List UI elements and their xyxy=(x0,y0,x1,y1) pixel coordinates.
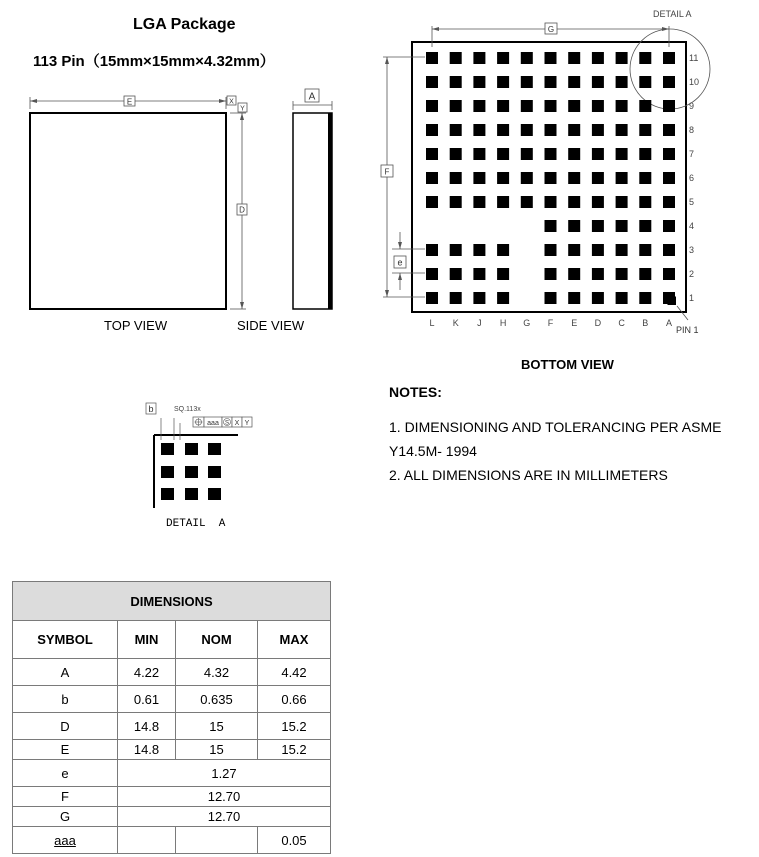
bottom-pad xyxy=(545,268,557,280)
note-1-line-2: Y14.5M- 1994 xyxy=(389,443,477,459)
col-label: H xyxy=(499,318,507,328)
bottom-pad xyxy=(616,76,628,88)
bottom-pad xyxy=(568,76,580,88)
bottom-pad xyxy=(639,292,651,304)
col-label: D xyxy=(594,318,602,328)
bottom-pad xyxy=(568,292,580,304)
bottom-pad xyxy=(639,268,651,280)
bottom-pad xyxy=(521,76,533,88)
bottom-pad xyxy=(497,124,509,136)
bottom-pad xyxy=(639,196,651,208)
bottom-pad xyxy=(426,76,438,88)
bottom-pad xyxy=(545,148,557,160)
col-label: B xyxy=(642,318,649,328)
top-view-body xyxy=(30,113,226,309)
bottom-pad xyxy=(545,244,557,256)
col-label: C xyxy=(618,318,625,328)
bottom-pad xyxy=(616,268,628,280)
detail-pad xyxy=(185,466,198,478)
bottom-pad xyxy=(450,292,462,304)
bottom-pad xyxy=(663,220,675,232)
bottom-pad xyxy=(450,148,462,160)
bottom-pad xyxy=(521,196,533,208)
bottom-pad xyxy=(497,148,509,160)
bottom-pad xyxy=(450,172,462,184)
bottom-pad xyxy=(592,220,604,232)
fcf-X: X xyxy=(234,420,240,427)
side-view-label: SIDE VIEW xyxy=(237,318,305,333)
bottom-pad xyxy=(497,196,509,208)
bottom-pad xyxy=(497,268,509,280)
row-label: 2 xyxy=(689,269,695,279)
bottom-pad xyxy=(592,172,604,184)
bottom-pad xyxy=(568,52,580,64)
dim-e-label: e xyxy=(397,257,403,268)
bottom-pad xyxy=(426,172,438,184)
fcf-aaa: aaa xyxy=(207,420,219,427)
bottom-pad xyxy=(426,52,438,64)
detail-pad xyxy=(185,488,198,500)
datum-Y-label: Y xyxy=(240,105,245,113)
table-row: aaa 0.05 xyxy=(13,827,331,854)
col-label: J xyxy=(477,318,482,328)
bottom-pad xyxy=(497,292,509,304)
bottom-pad xyxy=(616,244,628,256)
detail-a-drawing xyxy=(140,396,270,516)
bottom-pad xyxy=(568,100,580,112)
table-title: DIMENSIONS xyxy=(13,582,331,621)
bottom-pad xyxy=(473,244,485,256)
sq-note: SQ.113x xyxy=(174,406,201,413)
bottom-pad xyxy=(450,244,462,256)
table-row: D 14.8 15 15.2 xyxy=(13,713,331,740)
bottom-pad xyxy=(568,172,580,184)
bottom-pad xyxy=(639,148,651,160)
row-label: 7 xyxy=(689,149,695,159)
dim-A-label: A xyxy=(308,91,316,103)
bottom-pad xyxy=(426,196,438,208)
bottom-pad xyxy=(592,124,604,136)
row-label: 8 xyxy=(689,125,695,135)
bottom-pad xyxy=(521,52,533,64)
notes-heading: NOTES: xyxy=(389,384,442,400)
top-view-label: TOP VIEW xyxy=(104,318,168,333)
bottom-pad xyxy=(426,292,438,304)
col-label: A xyxy=(665,318,673,328)
dim-b-label: b xyxy=(148,404,154,414)
bottom-pad xyxy=(616,148,628,160)
col-label: K xyxy=(452,318,459,328)
dimensions-table xyxy=(12,581,331,854)
row-label: 9 xyxy=(689,101,695,111)
bottom-pad xyxy=(426,148,438,160)
table-row: e 1.27 xyxy=(13,760,331,787)
bottom-pad xyxy=(426,100,438,112)
bottom-pad xyxy=(639,172,651,184)
bottom-pad xyxy=(592,292,604,304)
bottom-pad xyxy=(473,52,485,64)
bottom-pad xyxy=(663,292,675,304)
col-label: E xyxy=(571,318,578,328)
bottom-pad xyxy=(497,244,509,256)
bottom-pad xyxy=(568,196,580,208)
bottom-pad xyxy=(473,100,485,112)
table-row: b 0.61 0.635 0.66 xyxy=(13,686,331,713)
bottom-pad xyxy=(521,172,533,184)
bottom-pad xyxy=(616,196,628,208)
bottom-pad xyxy=(545,172,557,184)
col-header-nom: NOM xyxy=(176,621,258,659)
bottom-pad xyxy=(568,268,580,280)
bottom-pad xyxy=(450,124,462,136)
bottom-pad xyxy=(450,196,462,208)
table-row: E 14.8 15 15.2 xyxy=(13,740,331,760)
bottom-pad xyxy=(497,172,509,184)
package-title: LGA Package xyxy=(133,16,236,33)
bottom-pad xyxy=(426,124,438,136)
fcf-S: S xyxy=(224,420,230,427)
bottom-pad xyxy=(545,52,557,64)
bottom-pad xyxy=(473,172,485,184)
bottom-pad xyxy=(545,100,557,112)
bottom-pad xyxy=(473,76,485,88)
bottom-pad xyxy=(639,52,651,64)
bottom-pad xyxy=(592,148,604,160)
col-label: L xyxy=(429,318,435,328)
bottom-pad xyxy=(639,124,651,136)
dim-D-label: D xyxy=(239,205,245,215)
bottom-pad xyxy=(639,100,651,112)
bottom-pad xyxy=(473,148,485,160)
detail-pad xyxy=(208,488,221,500)
bottom-pad xyxy=(663,124,675,136)
bottom-pad xyxy=(426,244,438,256)
bottom-pad xyxy=(521,100,533,112)
bottom-pad xyxy=(616,220,628,232)
bottom-pad xyxy=(473,292,485,304)
bottom-pad xyxy=(473,268,485,280)
dim-F-label: F xyxy=(384,167,390,177)
side-view-body xyxy=(293,113,332,309)
bottom-pad xyxy=(663,268,675,280)
bottom-pad xyxy=(473,196,485,208)
bottom-pad xyxy=(568,220,580,232)
top-side-view-drawing xyxy=(0,0,380,340)
detail-pad xyxy=(161,443,174,455)
bottom-pad xyxy=(663,196,675,208)
bottom-pad xyxy=(450,76,462,88)
bottom-pad xyxy=(450,100,462,112)
bottom-pad xyxy=(568,148,580,160)
col-header-max: MAX xyxy=(258,621,331,659)
note-2: 2. ALL DIMENSIONS ARE IN MILLIMETERS xyxy=(389,467,668,483)
detail-pad xyxy=(185,443,198,455)
bottom-pad xyxy=(616,100,628,112)
bottom-pad xyxy=(545,220,557,232)
bottom-pad xyxy=(616,292,628,304)
bottom-pad xyxy=(639,220,651,232)
row-label: 6 xyxy=(689,173,695,183)
detail-pad xyxy=(208,443,221,455)
bottom-pad xyxy=(639,76,651,88)
bottom-view-label: BOTTOM VIEW xyxy=(521,357,614,372)
bottom-pad xyxy=(592,76,604,88)
table-row: A 4.22 4.32 4.42 xyxy=(13,659,331,686)
bottom-pad xyxy=(663,244,675,256)
bottom-pad xyxy=(592,196,604,208)
bottom-pad xyxy=(521,148,533,160)
bottom-pad xyxy=(592,52,604,64)
bottom-pad xyxy=(616,124,628,136)
bottom-pad xyxy=(497,76,509,88)
bottom-pad xyxy=(545,124,557,136)
bottom-pad xyxy=(663,148,675,160)
note-1-line-1: 1. DIMENSIONING AND TOLERANCING PER ASME xyxy=(389,419,722,435)
package-subtitle: 113 Pin（15mm×15mm×4.32mm） xyxy=(33,53,275,70)
bottom-pad xyxy=(450,52,462,64)
detail-a-label: DETAIL A xyxy=(166,518,226,530)
bottom-pad xyxy=(616,172,628,184)
bottom-pad xyxy=(663,76,675,88)
col-label: F xyxy=(547,318,554,328)
datum-X-label: X xyxy=(229,98,234,106)
bottom-pad xyxy=(592,100,604,112)
bottom-pad xyxy=(473,124,485,136)
bottom-pad xyxy=(568,244,580,256)
bottom-pad xyxy=(663,172,675,184)
bottom-pad xyxy=(521,124,533,136)
row-label: 10 xyxy=(689,77,700,87)
row-label: 5 xyxy=(689,197,695,207)
detail-pad xyxy=(161,488,174,500)
row-label: 1 xyxy=(689,293,695,303)
bottom-pad xyxy=(568,124,580,136)
detail-pad xyxy=(161,466,174,478)
bottom-pad xyxy=(616,52,628,64)
pin1-label: PIN 1 xyxy=(676,325,699,335)
bottom-pad xyxy=(450,268,462,280)
bottom-pad xyxy=(545,196,557,208)
bottom-pad xyxy=(639,244,651,256)
bottom-pad xyxy=(497,100,509,112)
col-header-symbol: SYMBOL xyxy=(13,621,118,659)
table-row: G 12.70 xyxy=(13,807,331,827)
col-label: G xyxy=(523,318,531,328)
bottom-pad xyxy=(592,244,604,256)
row-label: 4 xyxy=(689,221,695,231)
fcf-Y: Y xyxy=(244,420,250,427)
table-row: F 12.70 xyxy=(13,787,331,807)
bottom-view-drawing xyxy=(370,0,759,345)
dim-G-label: G xyxy=(547,25,555,34)
bottom-pad xyxy=(545,292,557,304)
row-label: 11 xyxy=(689,53,699,63)
detail-pad xyxy=(208,466,221,478)
bottom-pad xyxy=(663,52,675,64)
col-header-min: MIN xyxy=(118,621,176,659)
bottom-pad xyxy=(497,52,509,64)
row-label: 3 xyxy=(689,245,695,255)
detail-a-callout: DETAIL A xyxy=(653,9,692,19)
dim-E-label: E xyxy=(126,97,133,107)
bottom-pad xyxy=(663,100,675,112)
bottom-pad xyxy=(592,268,604,280)
bottom-pad xyxy=(545,76,557,88)
bottom-pad xyxy=(426,268,438,280)
